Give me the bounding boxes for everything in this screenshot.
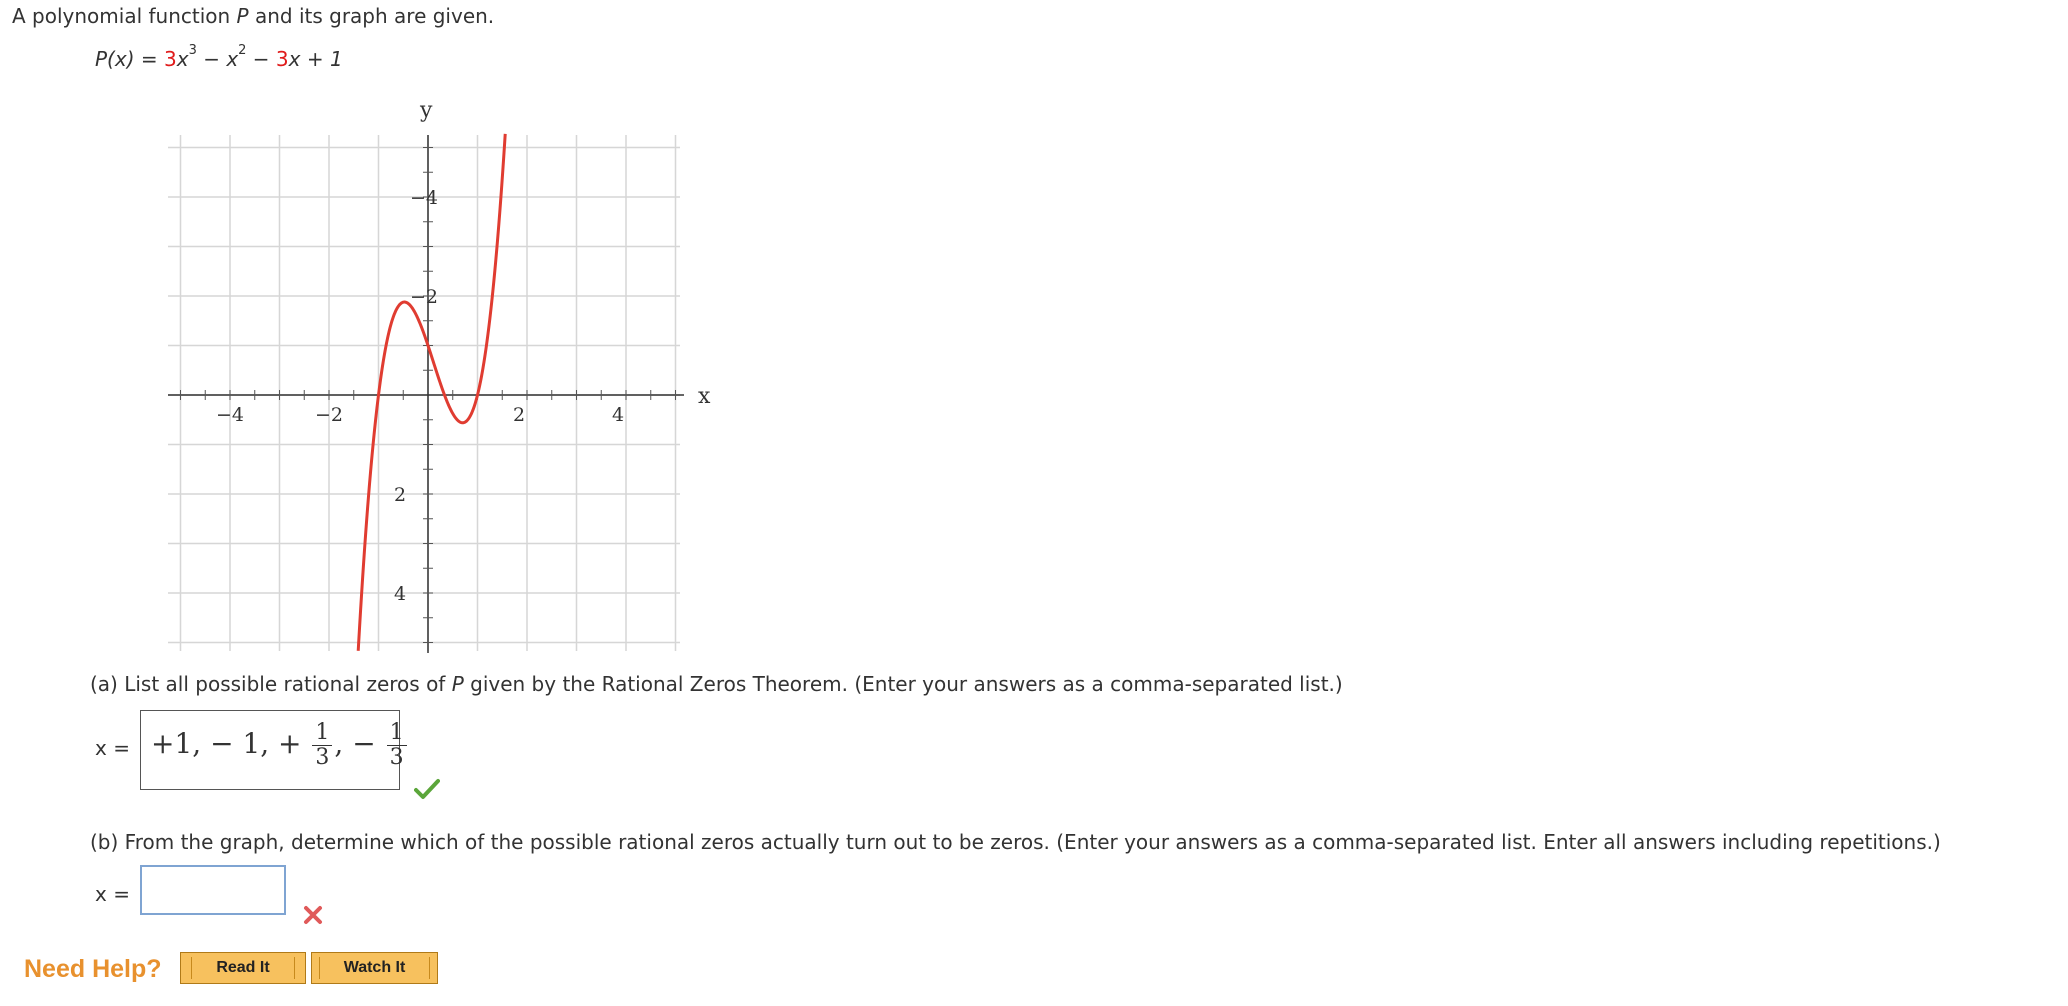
y-axis-label: y [420, 98, 433, 123]
part-a-var-label: x = [95, 736, 130, 760]
part-b-answer-input[interactable] [140, 865, 286, 915]
x-tick-label: 4 [612, 404, 625, 426]
y-tick-label: 2 [394, 484, 407, 506]
watch-it-button[interactable]: Watch It [311, 952, 438, 984]
polynomial-curve [358, 134, 505, 651]
y-tick-label: −4 [410, 187, 439, 209]
question-intro: A polynomial function P and its graph are given. [12, 4, 495, 28]
x-axis-label: x [698, 384, 711, 409]
graph-grid [168, 135, 680, 651]
read-it-button[interactable]: Read It [180, 952, 306, 984]
incorrect-x-icon [303, 905, 323, 925]
part-b-prompt: (b) From the graph, determine which of the possible rational zeros actually turn out to be zeros. (Enter your answers as a comma-separated list. Enter all answers including repetitions.) [90, 830, 1941, 854]
part-b-var-label: x = [95, 882, 130, 906]
polynomial-graph [160, 95, 730, 655]
x-tick-label: −2 [315, 404, 344, 426]
part-a-answer-value: +1, − 1, + $\frac{1}{3}$ , − $\frac{1}{3}$ [151, 721, 409, 770]
x-tick-label: 2 [513, 404, 526, 426]
need-help-label: Need Help? [24, 955, 162, 983]
y-tick-label: −2 [410, 286, 439, 308]
part-a-prompt: (a) List all possible rational zeros of P given by the Rational Zeros Theorem. (Enter your answers as a comma-separated list.) [90, 672, 1343, 696]
polynomial-formula: $P(x) = 3x^3 - x^2 - 3x + 1$ [95, 43, 343, 71]
correct-check-icon [414, 778, 440, 800]
y-tick-label: 4 [394, 583, 407, 605]
graph-axes [168, 135, 684, 653]
x-tick-label: −4 [216, 404, 245, 426]
part-a-answer-field[interactable] [140, 710, 404, 790]
